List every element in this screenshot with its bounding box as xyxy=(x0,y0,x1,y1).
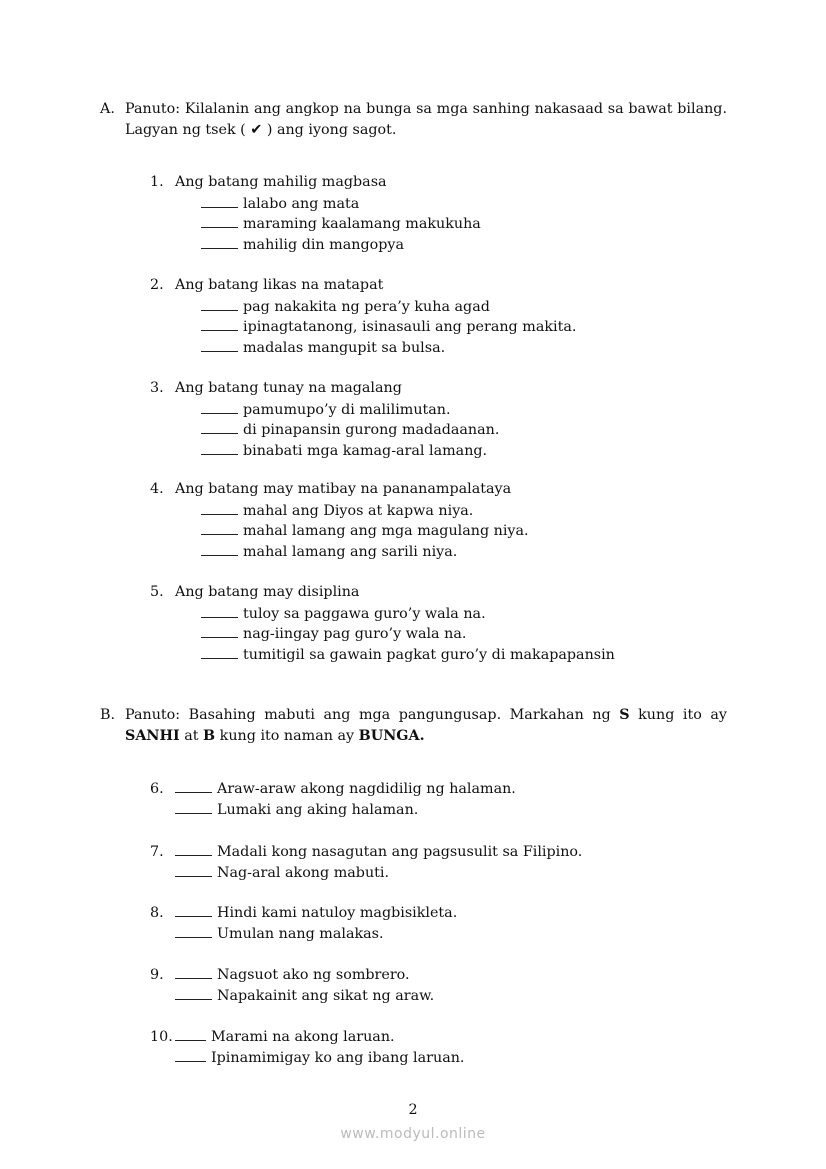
choice-row xyxy=(201,419,499,440)
answer-blank[interactable] xyxy=(175,778,212,793)
item-number: 9. xyxy=(150,967,164,983)
statement-text: Umulan nang malakas. xyxy=(217,925,384,942)
choice-text: mahal lamang ang sarili niya. xyxy=(243,543,458,560)
question-prompt xyxy=(150,378,402,399)
answer-blank[interactable] xyxy=(201,644,238,659)
question-text: Ang batang tunay na magalang xyxy=(175,380,402,396)
instr-bold-sanhi: SANHI xyxy=(125,728,180,744)
statement-text: Nagsuot ako ng sombrero. xyxy=(217,967,410,983)
choice-row xyxy=(201,603,486,624)
answer-blank[interactable] xyxy=(175,964,212,979)
answer-blank[interactable] xyxy=(201,500,238,515)
statement-text: Lumaki ang aking halaman. xyxy=(217,801,419,818)
question-prompt xyxy=(150,479,511,500)
instr-bold-b: B xyxy=(203,728,216,744)
answer-blank[interactable] xyxy=(201,399,238,414)
statement-row xyxy=(150,902,457,923)
statement-row xyxy=(150,799,418,820)
section-a-instruction xyxy=(100,99,727,141)
statement-row xyxy=(150,1047,464,1068)
statement-row xyxy=(150,841,582,862)
item-number: 10. xyxy=(150,1029,173,1045)
statement-text: Ipinamimigay ko ang ibang laruan. xyxy=(211,1049,465,1066)
instr-text: Panuto: Basahing mabuti ang mga pangungusap. Markahan ng xyxy=(125,707,620,723)
choice-text: pamumupo’y di malilimutan. xyxy=(243,401,451,418)
statement-text: Hindi kami natuloy magbisikleta. xyxy=(217,905,458,921)
choice-row xyxy=(201,541,457,562)
answer-blank[interactable] xyxy=(175,1026,206,1041)
choice-row xyxy=(201,316,576,337)
statement-text: Madali kong nasagutan ang pagsusulit sa Filipino. xyxy=(217,844,583,860)
choice-text: madalas mangupit sa bulsa. xyxy=(243,339,446,356)
instr-text: at xyxy=(179,728,204,744)
watermark: www.modyul.online xyxy=(340,1126,486,1142)
answer-blank[interactable] xyxy=(201,440,238,455)
answer-blank[interactable] xyxy=(175,1047,206,1062)
choice-row xyxy=(201,440,487,461)
answer-blank[interactable] xyxy=(175,862,212,877)
choice-text: tuloy sa paggawa guro’y wala na. xyxy=(243,605,486,622)
answer-blank[interactable] xyxy=(201,603,238,618)
answer-blank[interactable] xyxy=(201,520,238,535)
page-number: 2 xyxy=(408,1102,418,1118)
question-prompt xyxy=(150,172,387,193)
statement-row xyxy=(150,985,434,1006)
item-number: 6. xyxy=(150,781,164,797)
section-b-label: B. xyxy=(100,707,116,723)
answer-blank[interactable] xyxy=(201,296,238,311)
answer-blank[interactable] xyxy=(201,213,238,228)
instr-bold-bunga: BUNGA. xyxy=(358,728,425,744)
question-prompt xyxy=(150,275,383,296)
question-number: 2. xyxy=(150,277,164,293)
answer-blank[interactable] xyxy=(201,193,238,208)
choice-row xyxy=(201,296,490,317)
choice-row xyxy=(201,337,445,358)
choice-text: mahal ang Diyos at kapwa niya. xyxy=(243,502,474,519)
statement-row xyxy=(150,1026,395,1047)
instr-text: kung ito ay xyxy=(629,707,728,723)
question-text: Ang batang may matibay na pananampalataya xyxy=(175,481,512,497)
choice-text: maraming kaalamang makukuha xyxy=(243,216,481,233)
answer-blank[interactable] xyxy=(201,234,238,249)
statement-text: Marami na akong laruan. xyxy=(211,1029,395,1045)
choice-text: ipinagtatanong, isinasauli ang perang makita. xyxy=(243,319,577,336)
question-number: 4. xyxy=(150,481,164,497)
question-text: Ang batang mahilig magbasa xyxy=(175,174,387,190)
statement-row xyxy=(150,923,384,944)
question-text: Ang batang may disiplina xyxy=(175,584,360,600)
choice-row xyxy=(201,623,466,644)
instr-text: kung ito naman ay xyxy=(215,728,359,744)
choice-row xyxy=(201,234,404,255)
choice-row xyxy=(201,644,615,665)
item-number: 7. xyxy=(150,844,164,860)
choice-row xyxy=(201,399,451,420)
section-b-instruction-text xyxy=(125,705,727,747)
choice-text: lalabo ang mata xyxy=(243,195,360,212)
choice-row xyxy=(201,193,359,214)
answer-blank[interactable] xyxy=(201,419,238,434)
answer-blank[interactable] xyxy=(175,799,212,814)
answer-blank[interactable] xyxy=(175,985,212,1000)
question-number: 1. xyxy=(150,174,164,190)
answer-blank[interactable] xyxy=(175,841,212,856)
statement-text: Nag-aral akong mabuti. xyxy=(217,864,390,881)
answer-blank[interactable] xyxy=(201,541,238,556)
choice-row xyxy=(201,500,473,521)
question-text: Ang batang likas na matapat xyxy=(175,277,384,293)
choice-text: tumitigil sa gawain pagkat guro’y di makapapansin xyxy=(243,646,615,663)
statement-text: Araw-araw akong nagdidilig ng halaman. xyxy=(217,781,516,797)
choice-row xyxy=(201,520,529,541)
statement-row xyxy=(150,964,410,985)
section-b-instruction xyxy=(100,705,727,747)
item-number: 8. xyxy=(150,905,164,921)
answer-blank[interactable] xyxy=(175,902,212,917)
choice-text: pag nakakita ng pera’y kuha agad xyxy=(243,298,490,315)
question-number: 5. xyxy=(150,584,164,600)
choice-text: mahal lamang ang mga magulang niya. xyxy=(243,523,529,540)
statement-row xyxy=(150,862,389,883)
answer-blank[interactable] xyxy=(201,316,238,331)
choice-text: nag-iingay pag guro’y wala na. xyxy=(243,626,467,643)
statement-row xyxy=(150,778,516,799)
section-a-instruction-text: Panuto: Kilalanin ang angkop na bunga sa mga sanhing nakasaad sa bawat bilang. Lagyan ng tsek ( ✔ ) ang iyong sagot. xyxy=(125,101,727,138)
choice-row xyxy=(201,213,481,234)
instr-bold-s: S xyxy=(619,707,630,723)
choice-text: binabati mga kamag-aral lamang. xyxy=(243,442,488,459)
answer-blank[interactable] xyxy=(175,923,212,938)
section-a-label: A. xyxy=(100,101,115,117)
choice-text: di pinapansin gurong madadaanan. xyxy=(243,422,500,439)
choice-text: mahilig din mangopya xyxy=(243,236,404,253)
answer-blank[interactable] xyxy=(201,337,238,352)
question-prompt xyxy=(150,582,359,603)
question-number: 3. xyxy=(150,380,164,396)
statement-text: Napakainit ang sikat ng araw. xyxy=(217,987,435,1004)
answer-blank[interactable] xyxy=(201,623,238,638)
